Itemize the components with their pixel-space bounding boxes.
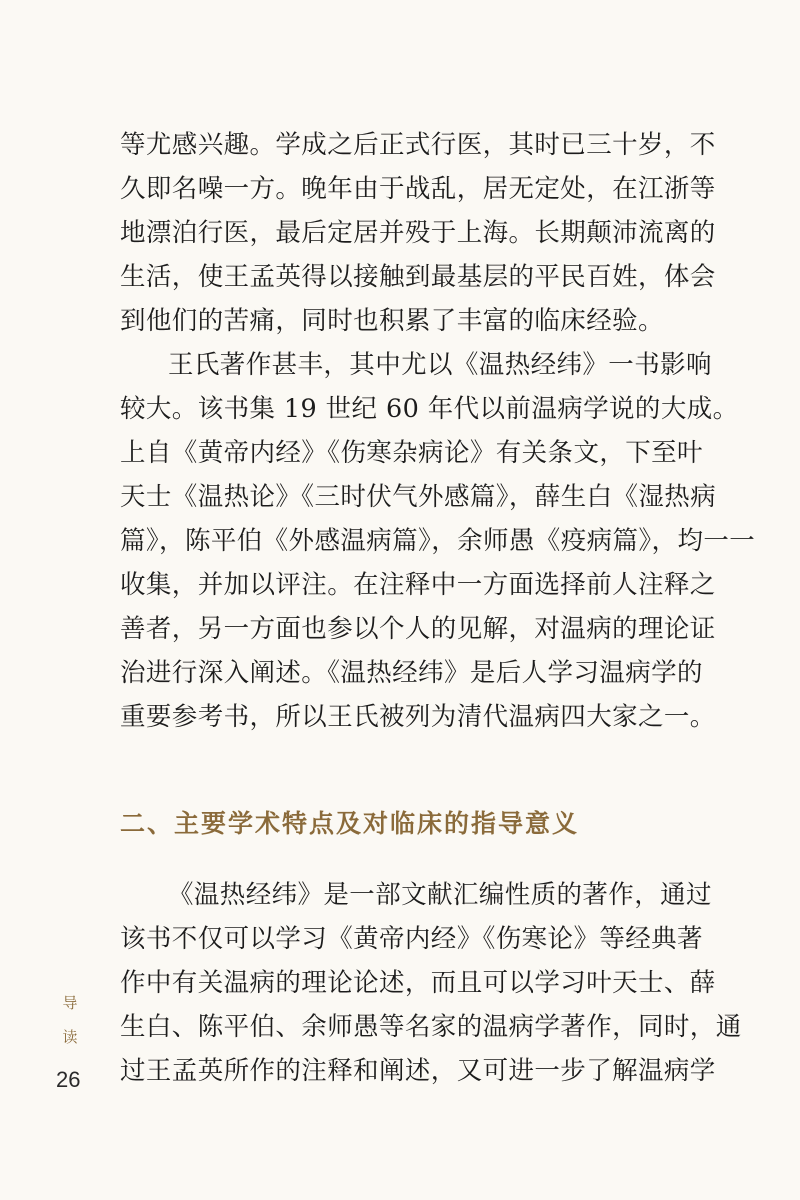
- section-heading: 二、主要学术特点及对临床的指导意义: [120, 809, 580, 838]
- text-line: 上自《黄帝内经》《伤寒杂病论》有关条文，下至叶: [120, 438, 703, 468]
- text-line: 治进行深入阐述。《温热经纬》是后人学习温病学的: [120, 658, 703, 688]
- body-text-upper: [120, 123, 756, 739]
- side-label-char: 导: [62, 994, 78, 1012]
- page-number: 26: [56, 1067, 81, 1092]
- text-line: 重要参考书，所以王氏被列为清代温病四大家之一。: [120, 702, 716, 732]
- text-line: 过王孟英所作的注释和阐述，又可进一步了解温病学: [120, 1056, 716, 1086]
- text-line: 较大。该书集 19 世纪 60 年代以前温病学说的大成。: [120, 394, 739, 424]
- text-line: 天士《温热论》《三时伏气外感篇》，薛生白《湿热病: [120, 482, 717, 512]
- text-line: 久即名噪一方。晚年由于战乱，居无定处，在江浙等: [120, 174, 716, 204]
- text-line: 生白、陈平伯、余师愚等名家的温病学著作，同时，通: [120, 1012, 742, 1042]
- text-line: 王氏著作甚丰，其中尤以《温热经纬》一书影响: [168, 350, 712, 380]
- text-line: 等尤感兴趣。学成之后正式行医，其时已三十岁，不: [120, 130, 716, 160]
- body-text-lower: [120, 873, 742, 1093]
- text-line: 善者，另一方面也参以个人的见解，对温病的理论证: [120, 614, 716, 644]
- text-line: 《温热经纬》是一部文献汇编性质的著作，通过: [168, 880, 712, 910]
- text-line: 篇》，陈平伯《外感温病篇》，余师愚《疫病篇》，均一一: [120, 526, 756, 556]
- side-label-char: 读: [62, 1028, 78, 1046]
- text-line: 生活，使王孟英得以接触到最基层的平民百姓，体会: [120, 262, 716, 292]
- text-line: 到他们的苦痛，同时也积累了丰富的临床经验。: [120, 306, 664, 336]
- text-line: 作中有关温病的理论论述，而且可以学习叶天士、薛: [120, 968, 716, 998]
- text-line: 地漂泊行医，最后定居并殁于上海。长期颠沛流离的: [120, 218, 716, 248]
- text-line: 收集，并加以评注。在注释中一方面选择前人注释之: [120, 570, 716, 600]
- text-line: 该书不仅可以学习《黄帝内经》《伤寒论》等经典著: [120, 924, 703, 954]
